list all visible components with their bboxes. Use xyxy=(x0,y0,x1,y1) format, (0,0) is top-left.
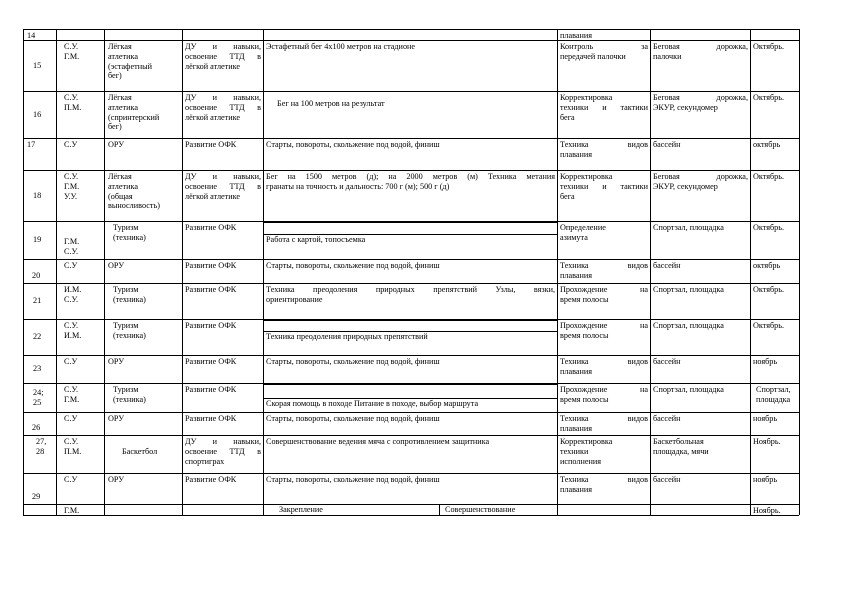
lesson-task: Развитие ОФК xyxy=(185,261,237,270)
lesson-content: Работа с картой, топосъемка xyxy=(266,235,366,244)
lesson-number: 19 xyxy=(33,235,42,244)
lesson-number: 20 xyxy=(32,271,41,280)
teaching-method: плавания xyxy=(560,31,593,40)
lesson-task: Развитие ОФК xyxy=(185,385,237,394)
section-name xyxy=(104,504,182,515)
lesson-task: ДУ и навыки, освоение ТТД в спортиграх xyxy=(185,437,261,466)
lesson-number: 18 xyxy=(33,191,42,200)
lesson-month: октябрь xyxy=(753,140,781,149)
equipment-place: бассейн xyxy=(653,261,681,270)
sub-row-border xyxy=(263,222,557,223)
teacher-initials: С.У. И.М. xyxy=(64,321,82,340)
teacher-initials: С.У. Г.М. xyxy=(64,385,80,404)
teaching-method: Корректировка техники и тактики бега xyxy=(560,172,648,201)
lesson-content: Старты, повороты, скольжение под водой, финиш xyxy=(266,140,440,149)
lesson-content: Техника преодоления природных препятствий Узлы, вязки, ориентирование xyxy=(266,285,555,304)
teaching-method: Прохождение на время полосы xyxy=(560,385,648,404)
equipment-place: бассейн xyxy=(653,140,681,149)
teacher-initials: С.У. Г.М. У.У. xyxy=(64,172,80,201)
lesson-content: Старты, повороты, скольжение под водой, финиш xyxy=(266,414,440,423)
equipment-place: Беговая дорожка, палочки xyxy=(653,42,748,61)
lesson-task xyxy=(182,504,263,515)
equipment-place: бассейн xyxy=(653,414,681,423)
teaching-method: Техника видов плавания xyxy=(560,357,648,376)
equipment-place: Спортзал, площадка xyxy=(653,385,724,394)
teaching-method: Прохождение на время полосы xyxy=(560,285,648,304)
improvement-label xyxy=(439,221,557,222)
section-name: Туризм (техника) xyxy=(113,285,146,304)
teacher-initials: С.У. П.М. xyxy=(64,93,82,112)
sub-row-border xyxy=(263,320,557,321)
equipment-place xyxy=(650,504,750,515)
lesson-task: Развитие ОФК xyxy=(185,140,237,149)
consolidation-label: Закрепление xyxy=(279,505,323,514)
teaching-method: Техника видов плавания xyxy=(560,414,648,433)
lesson-content: Старты, повороты, скольжение под водой, финиш xyxy=(266,261,440,270)
lesson-content: Старты, повороты, скольжение под водой, финиш xyxy=(266,475,440,484)
teacher-initials: Г.М. С.У. xyxy=(64,237,80,256)
lesson-number: 24; 25 xyxy=(33,388,44,407)
sub-row-border xyxy=(263,331,557,332)
improvement-label xyxy=(439,319,557,320)
lesson-task: Развитие ОФК xyxy=(185,475,237,484)
lesson-content: Эстафетный бег 4х100 метров на стадионе xyxy=(266,42,416,51)
lesson-task: Развитие ОФК xyxy=(185,321,237,330)
lesson-month: Ноябрь. xyxy=(753,437,781,446)
section-name: Лёгкая атлетика (спринтерский бег) xyxy=(108,93,160,132)
lesson-number: 16 xyxy=(33,110,42,119)
teacher-initials: С.У xyxy=(64,475,78,484)
consolidation-label xyxy=(263,383,439,384)
lesson-month: Октябрь. xyxy=(753,285,785,294)
lesson-number: 23 xyxy=(33,364,42,373)
teacher-initials: С.У xyxy=(64,414,78,423)
lesson-content: Техника преодоления природных препятствий xyxy=(266,332,428,341)
lesson-task: Развитие ОФК xyxy=(185,223,237,232)
lesson-content: Скорая помощь в походе Питание в походе, выбор маршрута xyxy=(266,399,479,408)
column-border xyxy=(799,29,800,515)
lesson-task: ДУ и навыки, освоение ТТД в лёгкой атлетике xyxy=(185,42,261,71)
lesson-task: ДУ и навыки, освоение ТТД в лёгкой атлетике xyxy=(185,93,261,122)
teaching-method xyxy=(557,504,650,515)
section-name: Баскетбол xyxy=(122,447,158,456)
section-name: Туризм (техника) xyxy=(113,385,146,404)
section-name: ОРУ xyxy=(108,140,125,149)
lesson-number xyxy=(23,504,56,515)
teaching-method: Определение азимута xyxy=(560,223,606,242)
sub-row-border xyxy=(263,398,557,399)
lesson-task: Развитие ОФК xyxy=(185,414,237,423)
teaching-method: Техника видов плавания xyxy=(560,261,648,280)
lesson-number: 26 xyxy=(32,423,41,432)
equipment-place: Спортзал, площадка xyxy=(653,223,724,232)
teaching-method: Техника видов плавания xyxy=(560,475,648,494)
row-border xyxy=(23,515,799,516)
teaching-method: Корректировка техники и тактики бега xyxy=(560,93,648,122)
teacher-initials: И.М. С.У. xyxy=(64,285,82,304)
section-name: Туризм (техника) xyxy=(113,321,146,340)
teacher-initials: С.У xyxy=(64,357,78,366)
lesson-number: 14 xyxy=(27,31,36,40)
lesson-month: Октябрь. xyxy=(753,223,785,232)
lesson-content xyxy=(263,29,557,40)
section-name: Лёгкая атлетика (общая выносливость) xyxy=(108,172,160,211)
equipment-place: Беговая дорожка, ЭКУР, секундомер xyxy=(653,172,748,191)
lesson-content: Старты, повороты, скольжение под водой, финиш xyxy=(266,357,440,366)
consolidation-label xyxy=(263,221,439,222)
lesson-task xyxy=(182,29,263,40)
lesson-month: Спортзал, площадка xyxy=(756,385,791,404)
lesson-number: 15 xyxy=(33,61,42,70)
section-name: ОРУ xyxy=(108,261,125,270)
equipment-place: Баскетбольная площадка, мячи xyxy=(653,437,709,456)
lesson-month xyxy=(750,29,799,40)
lesson-task: ДУ и навыки, освоение ТТД в лёгкой атлетике xyxy=(185,172,261,201)
lesson-month: ноябрь xyxy=(753,414,778,423)
teacher-initials: С.У. Г.М. xyxy=(64,42,80,61)
section-name: Лёгкая атлетика (эстафетный бег) xyxy=(108,42,152,81)
lesson-month: Ноябрь. xyxy=(753,506,781,515)
teaching-method: Корректировка техники исполнения xyxy=(560,437,613,466)
lesson-number: 21 xyxy=(33,296,42,305)
teaching-method: Техника видов плавания xyxy=(560,140,648,159)
lesson-number: 22 xyxy=(33,332,42,341)
teaching-method: Прохождение на время полосы xyxy=(560,321,648,340)
equipment-place: Спортзал, площадка xyxy=(653,321,724,330)
teacher-initials: С.У. П.М. xyxy=(64,437,82,456)
teacher-initials: Г.М. xyxy=(64,506,80,515)
equipment-place: Спортзал, площадка xyxy=(653,285,724,294)
lesson-content: Совершенствование ведения мяча с сопротивлением защитника xyxy=(266,437,490,446)
sub-row-border xyxy=(263,384,557,385)
lesson-month: Октябрь. xyxy=(753,93,785,102)
improvement-label xyxy=(439,383,557,384)
lesson-task: Развитие ОФК xyxy=(185,357,237,366)
equipment-place: бассейн xyxy=(653,475,681,484)
teaching-method: Контроль за передачей палочки xyxy=(560,42,648,61)
lesson-number: 27, 28 xyxy=(36,437,47,456)
improvement-label: Совершенствование xyxy=(445,505,516,514)
equipment-place: Беговая дорожка, ЭКУР, секундомер xyxy=(653,93,748,112)
teacher-initials xyxy=(56,29,104,40)
lesson-number: 17 xyxy=(27,140,36,149)
lesson-number: 29 xyxy=(32,492,41,501)
equipment-place: бассейн xyxy=(653,357,681,366)
sub-row-border xyxy=(263,234,557,235)
teacher-initials: С.У xyxy=(64,140,78,149)
lesson-month: октябрь xyxy=(753,261,781,270)
section-name: ОРУ xyxy=(108,475,125,484)
section-name xyxy=(104,29,182,40)
lesson-month: Октябрь. xyxy=(753,321,785,330)
lesson-month: ноябрь xyxy=(753,475,778,484)
section-name: Туризм (техника) xyxy=(113,223,146,242)
lesson-content: Бег на 1500 метров (д); на 2000 метров (м) Техника метания гранаты на точность и дальность: 700 г (м); 500 г (д) xyxy=(266,172,555,191)
consolidation-label xyxy=(263,319,439,320)
lesson-month: Октябрь. xyxy=(753,172,785,181)
lesson-month: Октябрь. xyxy=(753,42,785,51)
lesson-content: Бег на 100 метров на результат xyxy=(277,99,385,108)
section-name: ОРУ xyxy=(108,357,125,366)
lesson-month: ноябрь xyxy=(753,357,778,366)
teacher-initials: С.У xyxy=(64,261,78,270)
lesson-task: Развитие ОФК xyxy=(185,285,237,294)
section-name: ОРУ xyxy=(108,414,125,423)
equipment-place xyxy=(650,29,750,40)
